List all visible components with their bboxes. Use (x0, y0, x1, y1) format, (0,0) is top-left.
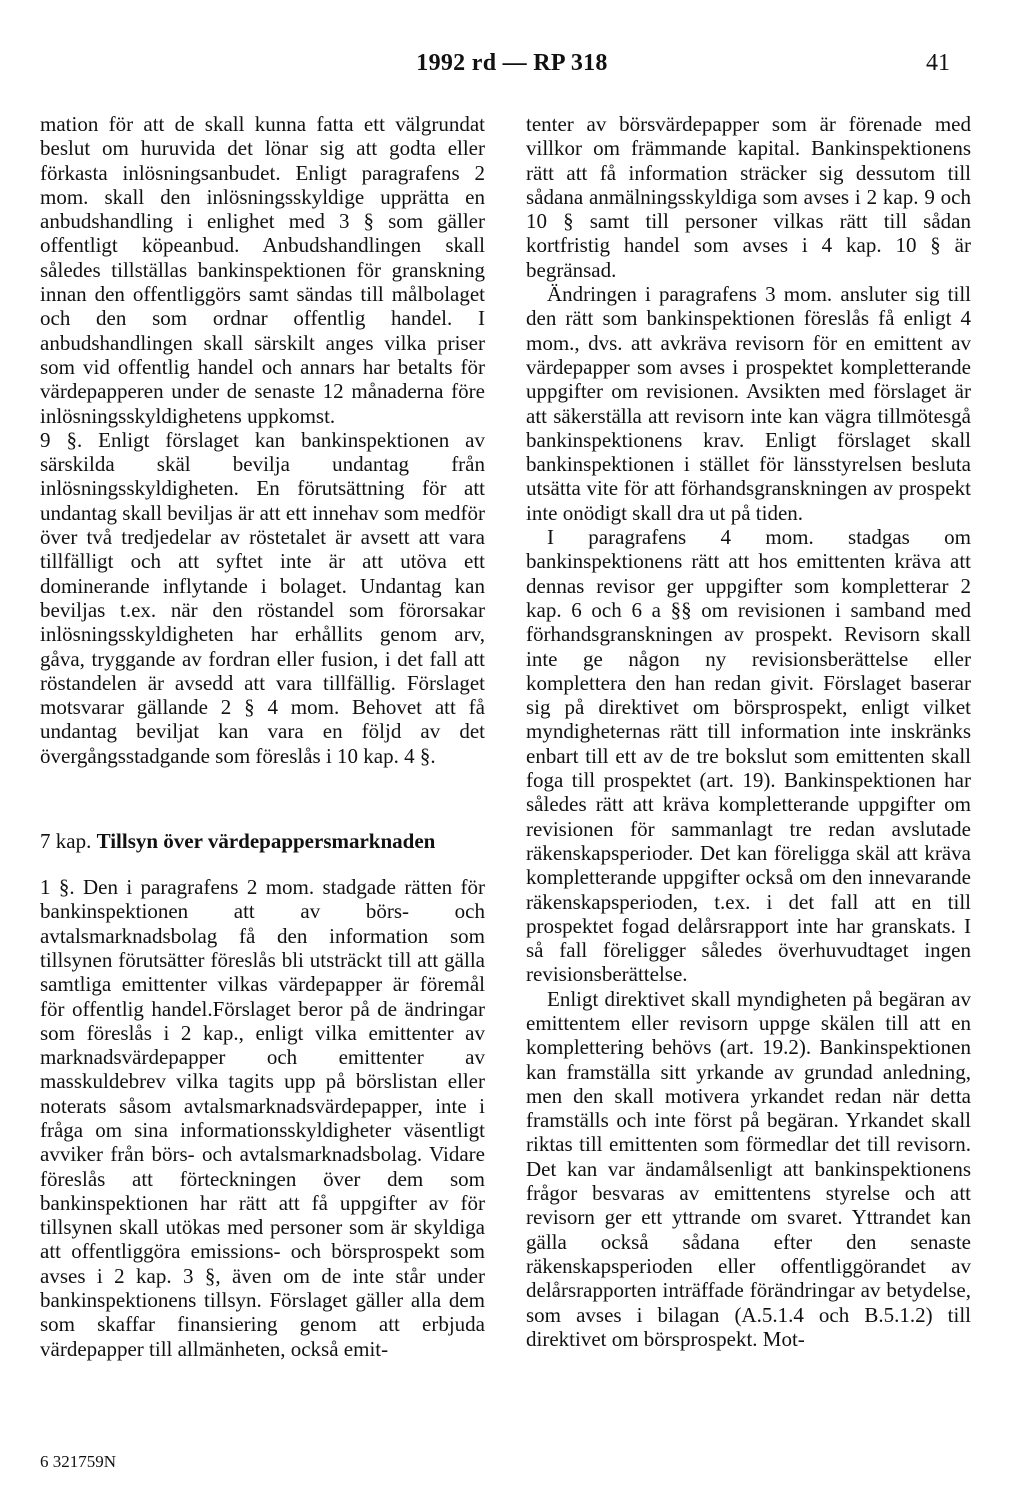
print-code: 6 321759N (40, 1452, 117, 1471)
paragraph-section-9: 9 §. Enligt förslaget kan bankinspektionen av särskilda skäl bevilja undantag från inlösningsskyldigheten. En förutsättning för att undantag skall beviljas är att ett innehav som medför över två tredjedelar av röstetalet är avsett att vara tillfälligt och att syftet inte är att utöva ett dominerande inflytande i bolaget. Undantag kan beviljas t.ex. när den röstandel som förorsakar inlösningsskyldigheten har erhållits genom arv, gåva, tryggande av fordran eller fusion, i det fall att röstandelen är avsedd att vara tillfällig. Förslaget motsvarar gällande 2 § 4 mom. Behovet att få undantag beviljat kan vara en följd av det övergångsstadgande som föreslås i 10 kap. 4 §. (40, 427, 485, 768)
chapter-title: Tillsyn över värdepappersmarknaden (96, 829, 436, 854)
paragraph-mom-4: I paragrafens 4 mom. stadgas om bankinspektionens rätt att hos emittenten kräva att dennas revisor ger uppgifter som kompletterar 2 kap. 6 och 6 a §§ om revisionen i samband med förhandsgranskningen av prospekt. Revisorn skall inte ge någon ny revisionsberättelse eller komplettera den han redan givit. Förslaget baserar sig på direktivet om börsprospekt, enligt vilket myndigheternas rätt till information inte inskränks enbart till ett av de tre bokslut som emittenten skall foga till prospektet (art. 19). Bankinspektionen har således rätt att kräva kompletterande uppgifter om revisionen för sammanlagt tre redan avslutade räkenskapsperioder. Det kan föreligga skäl att kräva kompletterande uppgifter också om den innevarande räkenskapsperioden, t.ex. i det fall att en till prospektet fogad delårsrapport inte har granskats. I så fall föreligger således överhuvudtaget ingen revisionsberättelse. (526, 525, 971, 987)
paragraph-mom-3: Ändringen i paragrafens 3 mom. ansluter sig till den rätt som bankinspektionen föreslås få enligt 4 mom., dvs. att avkräva revisorn för en emittent av värdepapper som avses i prospektet kompletterande uppgifter om revisionen. Avsikten med förslaget är att säkerställa att revisorn inte kan vägra tillmötesgå bankinspektionens krav. Enligt förslaget skall bankinspektionen i stället för länsstyrelsen besluta utsätta vite för att förhandsgranskningen av prospekt inte onödigt skall dra ut på tiden. (526, 282, 971, 525)
left-column (40, 112, 485, 1361)
chapter-heading (40, 829, 485, 853)
page-header (0, 50, 1024, 86)
paragraph-continuation: mation för att de skall kunna fatta ett välgrundat beslut om huruvida det lönar sig att godta eller förkasta inlösningsanbudet. Enligt paragrafens 2 mom. skall den inlösningsskyldige upprätta en anbudshandling i enlighet med 3 § som gäller offentligt köpeanbud. Anbudshandlingen skall således tillställas bankinspektionen för granskning innan den offentliggörs samt sändas till målbolaget och den som ordnar offentlig handel. I anbudshandlingen skall särskilt anges vilka priser som vid offentlig handel och annars har betalts för värdepapperen under de senaste 12 månaderna före inlösningsskyldighetens uppkomst. (40, 112, 485, 428)
running-head: 1992 rd — RP 318 (416, 50, 608, 76)
paragraph-continuation: tenter av börsvärdepapper som är förenade med villkor om främmande kapital. Bankinspektionens rätt att få information sträcker sig dessutom till sådana anmälningsskyldiga som avses i 2 kap. 9 och 10 § samt till personer vilkas rätt till sådan kortfristig handel som avses i 4 kap. 10 § är begränsad. (526, 112, 971, 282)
right-column (526, 112, 971, 1351)
paragraph-directive: Enligt direktivet skall myndigheten på begäran av emittentem eller revisorn uppge skälen till att en komplettering behövs (art. 19.2). Bankinspektionen kan framställa sitt yrkande av grundad anledning, men den skall motivera yrkandet redan när detta framställs och inte först på begäran. Yrkandet skall riktas till emittenten som förmedlar det till revisorn. Det kan var ändamålsenligt att bankinspektionens frågor besvaras av emittentens styrelse och att revisorn ger ett yttrande om svaret. Yttrandet kan gälla också sådana efter den senaste räkenskapsperioden eller offentliggörandet av delårsrapporten inträffade förändringar av betydelse, som avses i bilagan (A.5.1.4 och B.5.1.2) till direktivet om börsprospekt. Mot- (526, 986, 971, 1351)
paragraph-section-1: 1 §. Den i paragrafens 2 mom. stadgade rätten för bankinspektionen att av börs- och avtalsmarknadsbolag få den information som tillsynen förutsätter föreslås bli utsträckt till att gälla samtliga emittenter vilkas värdepapper är föremål för offentlig handel.Förslaget beror på de ändringar som föreslås i 2 kap., enligt vilka emittenter av marknadsvärdepapper och emittenter av masskuldebrev vilka tagits upp på börslistan eller noterats såsom avtalsmarknadsvärdepapper, inte i fråga om sina informationsskyldigheter väsentligt avviker från börs- och avtalsmarknadsbolag. Vidare föreslås att förteckningen över dem som bankinspektionen har rätt att få uppgifter av för tillsynen skall utökas med personer som är skyldiga att offentliggöra emissions- och börsprospekt som avses i 2 kap. 3 §, även om de inte står under bankinspektionens tillsyn. Förslaget gäller alla dem som skaffar finansiering genom att erbjuda värdepapper till allmänheten, också emit- (40, 875, 485, 1361)
chapter-number: 7 kap. (40, 829, 92, 854)
page-number: 41 (926, 50, 950, 76)
